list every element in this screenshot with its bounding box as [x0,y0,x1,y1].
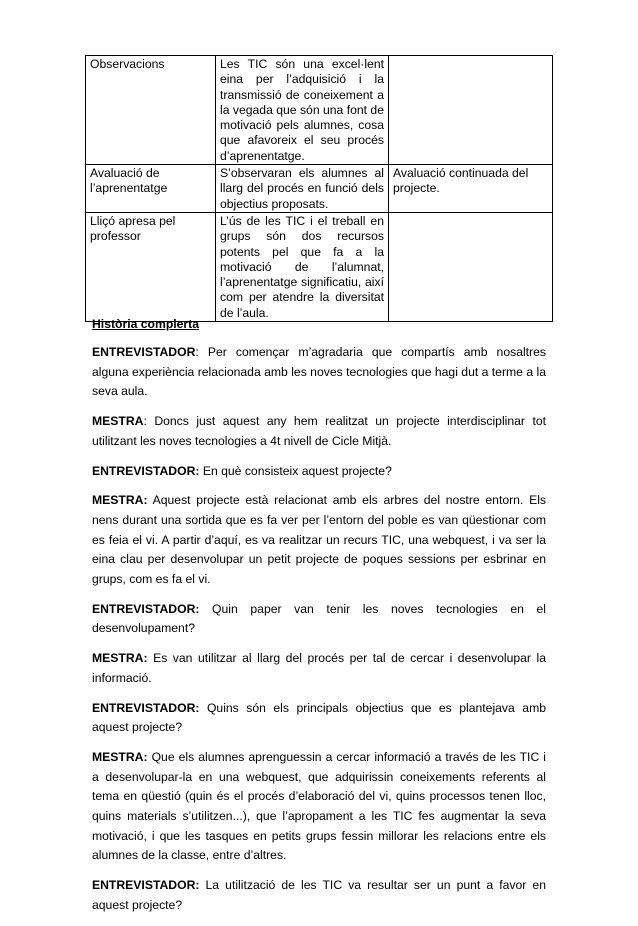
table-row [86,56,553,165]
paragraph-text: Quin paper van tenir les noves tecnologies en el desenvolupament? [92,601,546,636]
row-label: Observacions [86,56,216,165]
summary-table [85,55,553,322]
interview-paragraph [92,343,546,402]
row-description: Les TIC són una excel·lent eina per l’adquisició i la transmissió de coneixement a la vegada que són una font de motivació pels alumnes, cosa que afavoreix el seu procés d’aprenentatge. [216,56,389,165]
interview-paragraph [92,699,546,738]
interview-paragraph [92,462,546,482]
interview-paragraph [92,491,546,590]
separator: : [195,345,208,359]
speaker-label: ENTREVISTADOR: [92,700,200,715]
row-label: Lliçó apresa pel professor [86,212,216,321]
separator [199,701,207,715]
section-heading: Història complerta [92,317,200,331]
table-row [86,212,553,321]
interview-paragraph [92,412,546,451]
speaker-label: MESTRA: [92,651,148,666]
paragraph-text: Aquest projecte està relacionat amb els arbres del nostre entorn. Els nens durant una sortida que es fa ver per l’entorn del poble es van qüestionar com es feia el vi. A partir d’aquí, es va realitzar un recurs TIC, una webquest, i va ser la eina clau per desenvolupar un petit projecte de poques sessions per esbrinar en grups, com es fa el vi. [92,493,547,587]
interview-paragraph [92,600,546,639]
row-label: Avaluació de l’aprenentatge [86,165,216,213]
speaker-label: MESTRA [92,414,144,429]
speaker-label: ENTREVISTADOR: [92,878,200,893]
separator: : [143,414,155,429]
speaker-label: ENTREVISTADOR: [92,601,200,616]
speaker-label: MESTRA: [92,749,148,764]
paragraph-text: En què consisteix aquest projecte? [202,463,392,478]
table-row [86,165,553,213]
paragraph-text: Per començar m’agradaria que compartís amb nosaltres alguna experiència relacionada amb les noves tecnologies que hagi dut a terme a la seva aula. [92,345,546,399]
paragraph-text: Es van utilitzar al llarg del procés per tal de cercar i desenvolupar la informació. [92,651,546,685]
paragraph-text: Doncs just aquest any hem realitzat un projecte interdisciplinar tot utilitzant les noves tecnologies a 4t nivell de Cicle Mitjà. [92,414,546,448]
row-extra [389,56,553,165]
speaker-label: ENTREVISTADOR [92,345,196,359]
separator [199,602,212,616]
interview-paragraph [92,649,546,688]
row-extra: Avaluació continuada del projecte. [389,165,553,213]
speaker-label: MESTRA: [92,493,148,508]
interview-section [92,316,546,926]
paragraph-text: La utilització de les TIC va resultar ser un punt a favor en aquest projecte? [92,878,546,912]
paragraph-text: Quins són els principals objectius que es plantejava amb aquest projecte? [92,700,547,735]
interview-paragraph [92,876,546,915]
row-description: S’observaran els alumnes al llarg del procés en funció dels objectius proposats. [216,165,389,213]
interview-paragraph [92,748,546,866]
row-extra [389,212,553,321]
paragraph-text: Que els alumnes aprenguessin a cercar informació a través de les TIC i a desenvolupar-la en una webquest, que adquirissin coneixements referents al tema en qüestió (quin és el procés d’elaboració del vi, quins processos tenen lloc, quins materials s’utilitzen...), que l’apropament a les TIC fes augmentar la seva motivació, i que les tasques en petits grups fessin millorar les relacions entre els alumnes de la classe, entre d’altres. [92,749,546,863]
speaker-label: ENTREVISTADOR: [92,463,200,478]
row-description: L’ús de les TIC i el treball en grups són dos recursos potents pel que fa a la motivació de l’alumnat, l’aprenentatge significatiu, així com per atendre la diversitat de l’aula. [216,212,389,321]
